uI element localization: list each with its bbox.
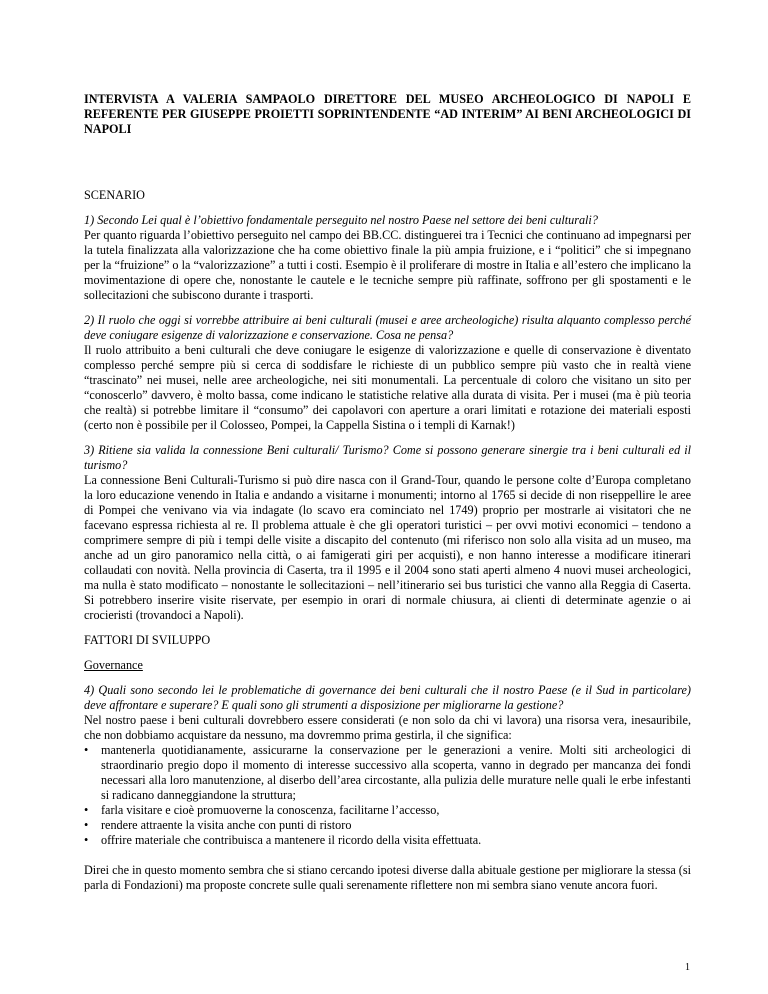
answer-4-intro: Nel nostro paese i beni culturali dovrebbero essere considerati (e non solo da chi vi lavora) una risorsa vera, inesauribile, che non dobbiamo acquistare da nessuno, ma dovremmo prima gestirla, il che significa: — [84, 713, 691, 742]
bullet-list — [84, 743, 691, 848]
answer-1: Per quanto riguarda l’obiettivo perseguito nel campo dei BB.CC. distinguerei tra i Tecnici che continuano ad impegnarsi per la tutela finalizzata alla valorizzazione che ha come obiettivo finale la più ampia fruizione, e i “politici” che si impegnano per la “fruizione” o la “valorizzazione” a tutti i costi. Esempio è il proliferare di mostre in Italia e all’estero che implicano la movimentazione di opere che, nonostante le cautele e le tecniche sempre più raffinate, soffrono per gli spostamenti e le sollecitazioni che subiscono durante i trasporti. — [84, 228, 691, 302]
subsection-heading-governance: Governance — [84, 658, 143, 672]
qa-block-4 — [84, 683, 691, 893]
list-item: • offrire materiale che contribuisca a mantenere il ricordo della visita effettuata. — [84, 833, 482, 847]
qa-block-1 — [84, 213, 691, 303]
bullet-icon: • — [84, 803, 89, 817]
list-item: • rendere attraente la visita anche con punti di ristoro — [84, 818, 352, 832]
question-3: 3) Ritiene sia valida la connessione Beni culturali/ Turismo? Come si possono generare sinergie tra i beni culturali ed il turismo? — [84, 443, 691, 472]
answer-2: Il ruolo attribuito a beni culturali che deve coniugare le esigenze di valorizzazione e quelle di conservazione è diventato complesso perché sempre più si cerca di soddisfare le richieste di un pubblico sempre più vasto che in realtà viene “trascinato” nei musei, nelle aree archeologiche, nei siti monumentali. La percentuale di coloro che visitano un sito per “conoscerlo” davvero, è molto bassa, come indicano le statistiche relative alla durata di visita. Per i musei (ma è più teoria che realtà) si potrebbe limitare il “consumo” dei capolavori con aperture a orari limitati e rotazione dei materiali esposti (certo non è possibile per il Colosseo, Pompei, la Cappella Sistina o i templi di Karnak!) — [84, 343, 691, 432]
document-page — [84, 92, 691, 903]
answer-3: La connessione Beni Culturali-Turismo si può dire nasca con il Grand-Tour, quando le persone colte d’Europa completano la loro educazione venendo in Italia e andando a visitarne i monumenti; intorno al 1765 si decide di non riseppellire le aree di Pompei che venivano via via indagate (lo scavo era cominciato nel 1749) proprio per mostrarle ai visitatori che ne facevano espressa richiesta al re. Il problema attuale è che gli operatori turistici – per ovvi motivi economici – tendono a comprimere sempre di più i tempi delle visite a discapito del contenuto (mi riferisco non solo alla visita ad un museo, ma anche ad un giro panoramico nella città, o ai famigerati giri per acquisti), e non hanno interesse a modificare itinerari collaudati con novità. Nella provincia di Caserta, tra il 1995 e il 2004 sono stati aperti almeno 4 nuovi musei archeologici, ma nulla è stato modificato – nonostante le sollecitazioni – nell’itinerario sei bus turistici che vanno alla Reggia di Caserta. Si potrebbero inserire visite riservate, per esempio in orari di normale chiusura, ai clienti di determinate agenzie o ai crocieristi (trovandoci a Napoli). — [84, 473, 691, 622]
section-heading-scenario: SCENARIO — [84, 188, 145, 202]
page-number: 1 — [685, 962, 690, 973]
bullet-icon: • — [84, 818, 89, 832]
answer-4-conclusion: Direi che in questo momento sembra che si stiano cercando ipotesi diverse dalla abituale gestione per migliorare la stessa (si parla di Fondazioni) ma proposte concrete sulle quali serenamente riflettere non mi sembra siano venute ancora fuori. — [84, 863, 691, 892]
list-item: • mantenerla quotidianamente, assicurarne la conservazione per le generazioni a venire. Molti siti archeologici di straordinario pregio dopo il momento di interesse successivo alla scoperta, vanno in degrado per mancanza dei fondi necessari alla loro manutenzione, al diserbo dell’area circostante, alla pulizia delle murature nelle quali le erbe infestanti si radicano danneggiandone la struttura; — [84, 743, 691, 802]
question-4: 4) Quali sono secondo lei le problematiche di governance dei beni culturali che il nostro Paese (e il Sud in particolare) deve affrontare e superare? E quali sono gli strumenti a disposizione per migliorarne la gestione? — [84, 683, 691, 712]
question-2: 2) Il ruolo che oggi si vorrebbe attribuire ai beni culturali (musei e aree archeologiche) risulta alquanto complesso perché deve coniugare esigenze di valorizzazione e conservazione. Cosa ne pensa? — [84, 313, 691, 342]
list-item: • farla visitare e cioè promuoverne la conoscenza, facilitarne l’accesso, — [84, 803, 440, 817]
qa-block-2 — [84, 313, 691, 433]
document-title: INTERVISTA A VALERIA SAMPAOLO DIRETTORE DEL MUSEO ARCHEOLOGICO DI NAPOLI E REFERENTE PER GIUSEPPE PROIETTI SOPRINTENDENTE “AD INTERIM” AI BENI ARCHEOLOGICI DI NAPOLI — [84, 92, 691, 136]
qa-block-3 — [84, 443, 691, 623]
bullet-icon: • — [84, 743, 89, 757]
question-1: 1) Secondo Lei qual è l’obiettivo fondamentale perseguito nel nostro Paese nel settore dei beni culturali? — [84, 213, 598, 227]
bullet-icon: • — [84, 833, 89, 847]
section-heading-fattori: FATTORI DI SVILUPPO — [84, 633, 211, 647]
